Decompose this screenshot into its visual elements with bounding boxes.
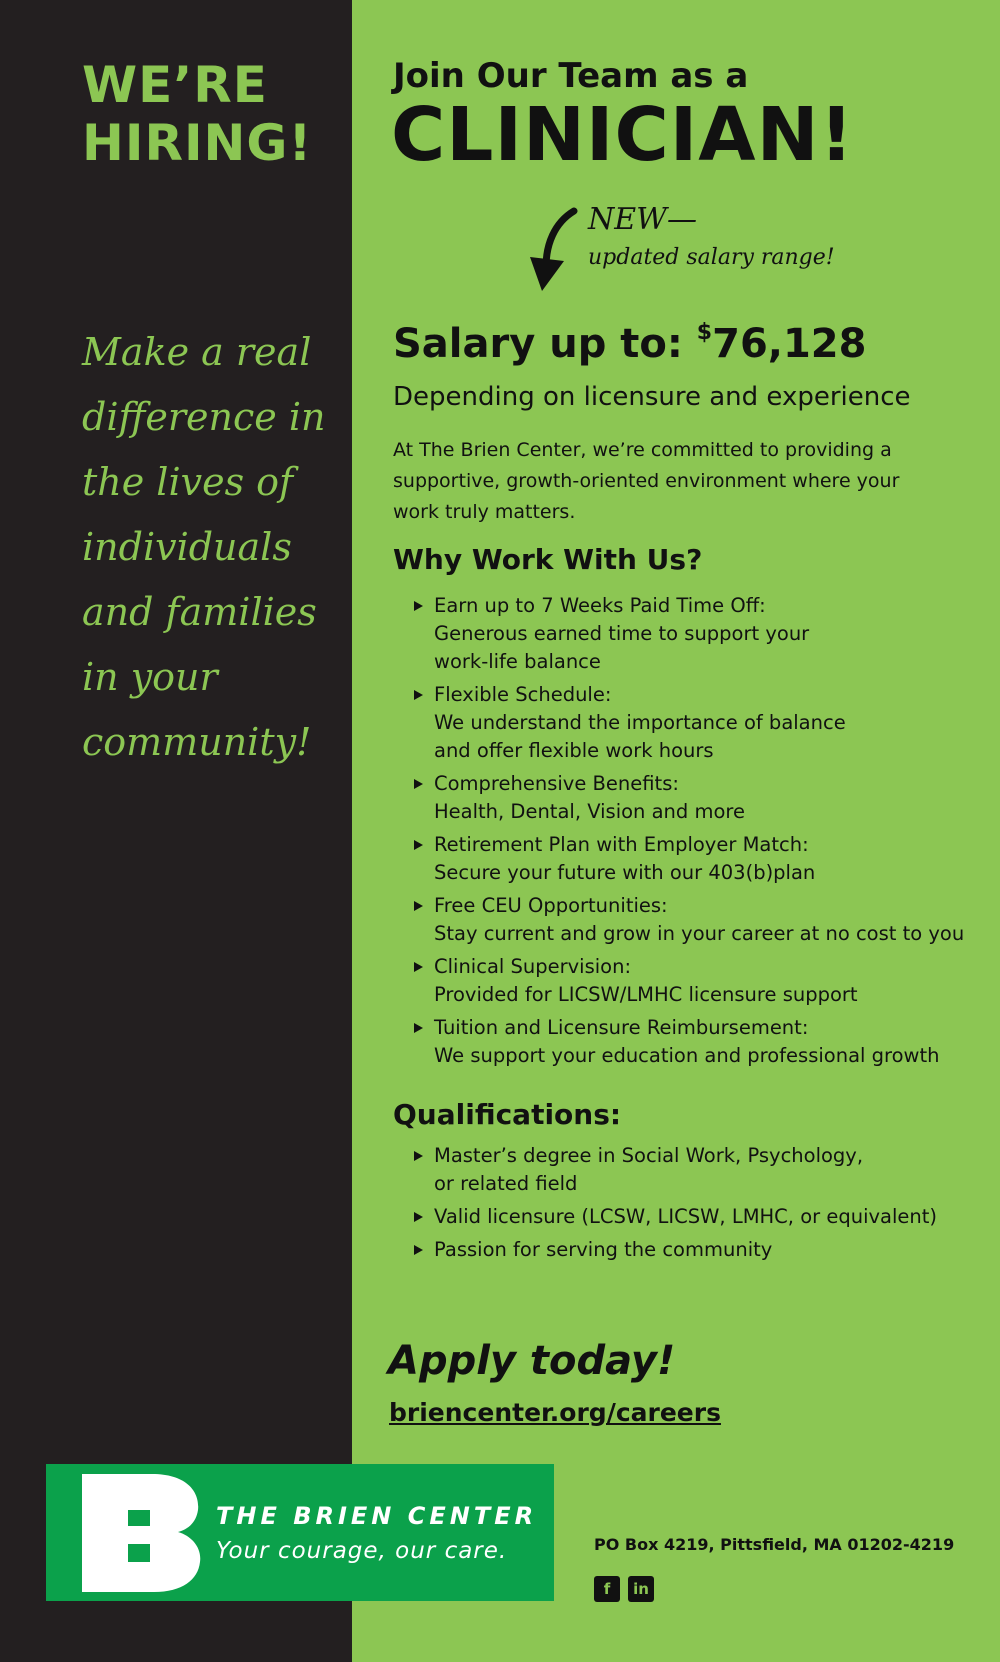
item-line: Master’s degree in Social Work, Psychology,: [434, 1144, 864, 1167]
new-label: NEW—: [588, 202, 697, 237]
left-panel: [0, 0, 352, 1662]
item-line: Generous earned time to support your: [434, 622, 810, 645]
hiring-line: HIRING!: [82, 114, 313, 172]
intro-line: work truly matters.: [393, 501, 576, 523]
mission-line: and families: [82, 590, 317, 634]
curved-arrow-icon: [524, 205, 584, 295]
list-item: [414, 681, 994, 765]
qualifications-list: [414, 1142, 994, 1269]
item-line: Flexible Schedule:: [434, 683, 612, 706]
item-line: We support your education and professional growth: [434, 1044, 940, 1067]
mailing-address: PO Box 4219, Pittsfield, MA 01202-4219: [594, 1535, 955, 1554]
item-line: Secure your future with our 403(b)plan: [434, 861, 816, 884]
updated-label: updated salary range!: [588, 245, 835, 270]
bullet-triangle-icon: [414, 1245, 423, 1255]
list-item: [414, 892, 994, 948]
item-line: Stay current and grow in your career at no cost to you: [434, 922, 965, 945]
item-line: Provided for LICSW/LMHC licensure support: [434, 983, 858, 1006]
item-line: Tuition and Licensure Reimbursement:: [434, 1016, 809, 1039]
careers-link[interactable]: briencenter.org/careers: [389, 1398, 721, 1427]
salary-heading: [393, 320, 866, 367]
intro-line: At The Brien Center, we’re committed to providing a: [393, 439, 892, 461]
mission-line: individuals: [82, 525, 292, 569]
item-line: work-life balance: [434, 650, 601, 673]
list-item: [414, 770, 994, 826]
list-item: [414, 831, 994, 887]
bullet-triangle-icon: [414, 1212, 423, 1222]
mission-line: community!: [82, 720, 312, 764]
item-line: Health, Dental, Vision and more: [434, 800, 746, 823]
intro-paragraph: [393, 435, 973, 528]
bullet-triangle-icon: [414, 901, 423, 911]
bullet-triangle-icon: [414, 690, 423, 700]
item-line: Clinical Supervision:: [434, 955, 632, 978]
hiring-line: WE’RE: [82, 56, 268, 114]
bullet-triangle-icon: [414, 1023, 423, 1033]
bullet-triangle-icon: [414, 601, 423, 611]
logo-name: THE BRIEN CENTER: [216, 1502, 538, 1530]
list-item: [414, 1142, 994, 1198]
mission-line: Make a real: [82, 330, 312, 374]
intro-line: supportive, growth-oriented environment where your: [393, 470, 900, 492]
item-line: Earn up to 7 Weeks Paid Time Off:: [434, 594, 766, 617]
b-letter-logo-icon: [82, 1474, 202, 1592]
item-line: Passion for serving the community: [434, 1238, 773, 1261]
logo-tagline: Your courage, our care.: [216, 1538, 508, 1564]
mission-line: in your: [82, 655, 218, 699]
bullet-triangle-icon: [414, 1151, 423, 1161]
list-item: [414, 1203, 994, 1231]
item-line: Valid licensure (LCSW, LICSW, LMHC, or equivalent): [434, 1205, 938, 1228]
item-line: Retirement Plan with Employer Match:: [434, 833, 809, 856]
item-line: Comprehensive Benefits:: [434, 772, 679, 795]
benefits-list: [414, 592, 994, 1075]
list-item: [414, 953, 994, 1009]
linkedin-icon[interactable]: in: [628, 1576, 654, 1602]
bullet-triangle-icon: [414, 840, 423, 850]
salary-label: Salary up to:: [393, 321, 697, 367]
why-heading: Why Work With Us?: [393, 543, 703, 576]
mission-line: the lives of: [82, 460, 294, 504]
currency-symbol: $: [696, 320, 713, 345]
salary-amount: 76,128: [712, 321, 867, 367]
bullet-triangle-icon: [414, 779, 423, 789]
apply-heading: Apply today!: [388, 1338, 676, 1384]
item-line: or related field: [434, 1172, 578, 1195]
item-line: We understand the importance of balance: [434, 711, 846, 734]
facebook-icon[interactable]: f: [594, 1576, 620, 1602]
role-title: CLINICIAN!: [391, 92, 855, 178]
list-item: [414, 1236, 994, 1264]
list-item: [414, 1014, 994, 1070]
item-line: Free CEU Opportunities:: [434, 894, 668, 917]
join-heading: Join Our Team as a: [393, 56, 749, 96]
item-line: and offer flexible work hours: [434, 739, 714, 762]
hiring-heading: [82, 56, 312, 172]
brien-center-logo: [46, 1464, 554, 1601]
list-item: [414, 592, 994, 676]
qualifications-heading: Qualifications:: [393, 1098, 622, 1131]
bullet-triangle-icon: [414, 962, 423, 972]
mission-line: difference in: [82, 395, 326, 439]
salary-note: Depending on licensure and experience: [393, 382, 911, 412]
mission-statement: [82, 320, 332, 775]
